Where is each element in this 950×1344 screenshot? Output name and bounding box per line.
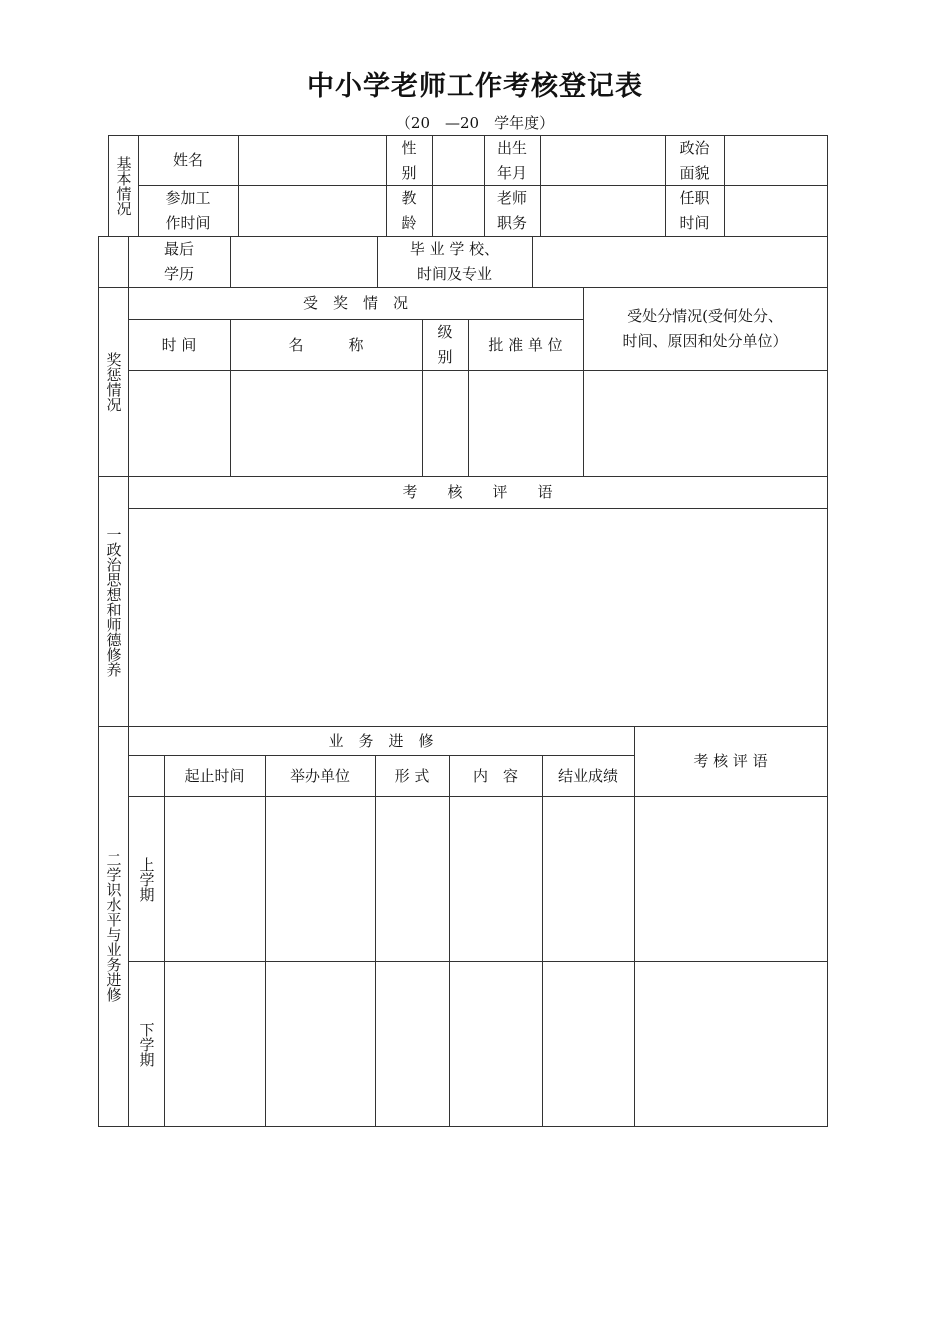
- rule: [449, 755, 450, 1126]
- appoint-time-label: 任职 时间: [679, 189, 710, 232]
- gender-field[interactable]: [432, 136, 484, 185]
- study-section-label: 二学识水平与业务进修: [104, 851, 123, 1002]
- teaching-years-label: 教 龄: [401, 189, 417, 232]
- rule: [128, 796, 828, 797]
- rule: [164, 755, 165, 1126]
- graduation-field[interactable]: [532, 237, 827, 287]
- rewards-section-label: 奖惩情况: [104, 352, 123, 412]
- graduation-label: 毕 业 学 校、 时间及专业: [409, 240, 500, 283]
- term2-label: 下学期: [137, 1021, 156, 1067]
- rule: [827, 135, 828, 1127]
- politics-eval-field[interactable]: [128, 509, 827, 726]
- host-header: 举办单位: [289, 766, 350, 785]
- birth-label: 出生 年月: [496, 138, 527, 182]
- education-field[interactable]: [230, 237, 377, 287]
- politics-eval-header: 考 核 评 语: [402, 483, 553, 501]
- work-start-label: 参加工 作时间: [165, 189, 211, 232]
- political-label: 政治 面貌: [679, 138, 710, 182]
- rule: [128, 961, 828, 962]
- teacher-title-field[interactable]: [540, 186, 665, 236]
- awards-header: 受 奖 情 况: [302, 294, 408, 312]
- rule: [375, 755, 376, 1126]
- work-start-field[interactable]: [238, 186, 386, 236]
- result-header: 结业成绩: [557, 766, 618, 785]
- rule: [542, 755, 543, 1126]
- basic-section-label: 基本情况: [114, 156, 133, 216]
- gender-label: 性 别: [401, 138, 417, 182]
- education-label: 最后 学历: [163, 240, 194, 283]
- politics-section-label: 一政治思想和师德修养: [104, 526, 123, 677]
- study-header: 业 务 进 修: [328, 731, 434, 750]
- term1-label: 上学期: [137, 856, 156, 902]
- study-eval-header: 考 核 评 语: [693, 752, 768, 770]
- period-header: 起止时间: [184, 766, 245, 785]
- award-time-header: 时 间: [161, 335, 197, 354]
- punish-header: 受处分情况(受何处分、 时间、原因和处分单位）: [622, 307, 788, 350]
- rule: [98, 1126, 828, 1127]
- page-title: 中小学老师工作考核登记表: [307, 71, 643, 102]
- teacher-title-label: 老师 职务: [496, 189, 527, 232]
- birth-field[interactable]: [540, 136, 665, 185]
- award-level-header: 级 别: [437, 323, 453, 366]
- content-header: 内 容: [472, 766, 518, 785]
- form-header: 形 式: [394, 766, 430, 785]
- political-field[interactable]: [724, 136, 827, 185]
- teaching-years-field[interactable]: [432, 186, 484, 236]
- name-label: 姓名: [172, 151, 203, 169]
- rule: [128, 370, 828, 371]
- rule: [265, 755, 266, 1126]
- award-name-header: 名 称: [288, 335, 364, 354]
- name-field[interactable]: [238, 136, 386, 185]
- award-approver-header: 批 准 单 位: [488, 335, 563, 354]
- academic-year: （20 —20 学年度）: [395, 114, 555, 132]
- appoint-time-field[interactable]: [724, 186, 827, 236]
